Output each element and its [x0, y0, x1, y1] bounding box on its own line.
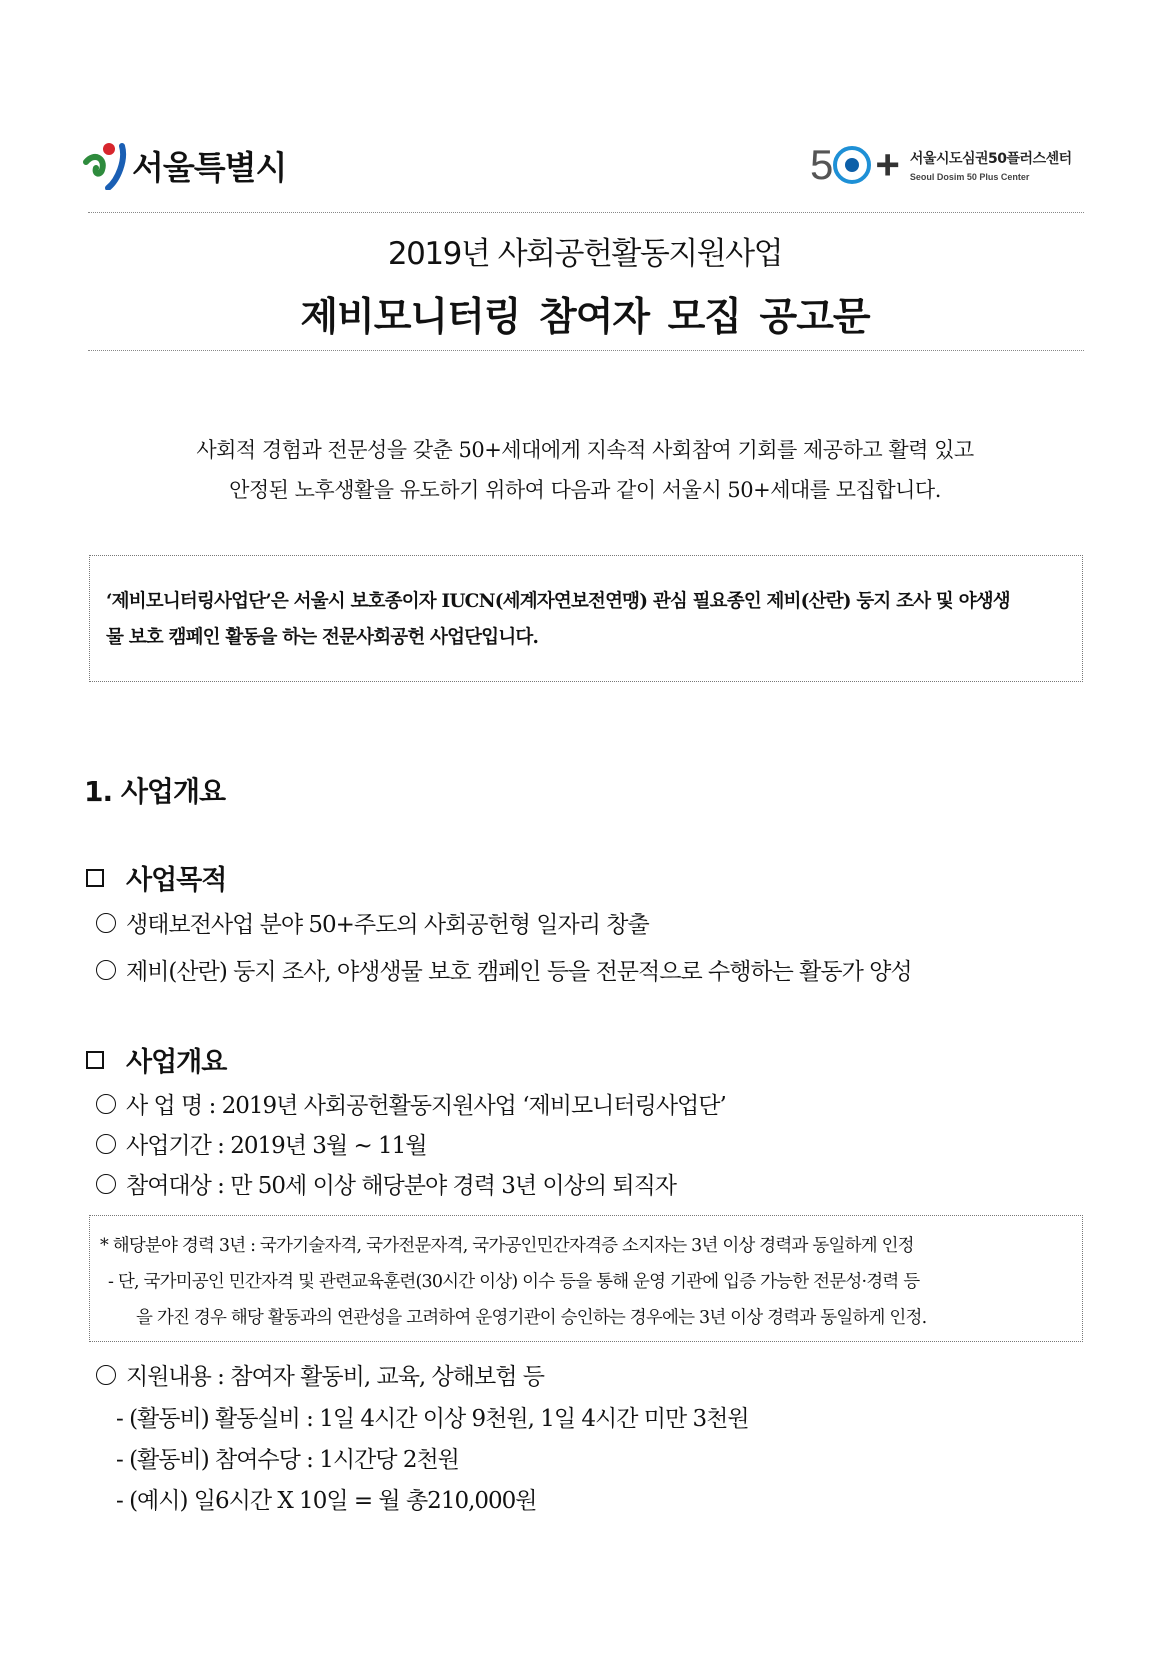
center-name-english: Seoul Dosim 50 Plus Center — [909, 172, 1030, 182]
note-line: - 단, 국가미공인 민간자격 및 관련교육훈련(30시간 이상) 이수 등을 통해 운영 기관에 입증 가능한 전문성·경력 등 — [108, 1272, 920, 1292]
fifty-plus-center-logo — [810, 140, 1072, 190]
list-item — [96, 1127, 427, 1160]
sub-item: - (활동비) 참여수당 : 1시간당 2천원 — [116, 1447, 459, 1473]
header-divider — [88, 212, 1084, 213]
note-line: 을 가진 경우 해당 활동과의 연관성을 고려하여 운영기관이 승인하는 경우에는 3년 이상 경력과 동일하게 인정. — [136, 1308, 927, 1328]
square-bullet-icon — [86, 1051, 104, 1069]
subsection-heading-purpose — [84, 858, 226, 897]
square-bullet-icon — [86, 869, 104, 887]
intro-paragraph — [0, 430, 1170, 510]
list-item-text: 사 업 명 : 2019년 사회공헌활동지원사업 ‘제비모니터링사업단’ — [126, 1093, 726, 1119]
sub-item: - (활동비) 활동실비 : 1일 4시간 이상 9천원, 1일 4시간 미만 3천원 — [116, 1406, 749, 1432]
subsection-label: 사업개요 — [126, 1047, 227, 1078]
description-line: ‘제비모니터링사업단’은 서울시 보호종이자 IUCN(세계자연보전연맹) 관심 필요종인 제비(산란) 둥지 조사 및 야생생 — [106, 591, 1010, 612]
circle-bullet-icon — [96, 1174, 116, 1194]
list-item-text: 생태보전사업 분야 50+주도의 사회공헌형 일자리 창출 — [126, 912, 649, 938]
list-item-text: 제비(산란) 둥지 조사, 야생생물 보호 캠페인 등을 전문적으로 수행하는 활동가 양성 — [126, 959, 912, 985]
center-name-korean: 서울시도심권50플러스센터 — [909, 151, 1072, 167]
subsection-heading-overview — [84, 1040, 226, 1079]
fifty-plus-mark-icon: 5 + — [810, 141, 898, 188]
subsection-label: 사업목적 — [126, 865, 227, 896]
eligibility-note-box — [89, 1215, 1083, 1342]
description-box — [89, 555, 1083, 682]
list-item — [96, 906, 649, 939]
list-item-text: 사업기간 : 2019년 3월 ~ 11월 — [126, 1133, 427, 1159]
seoul-logo — [82, 140, 286, 190]
list-item — [96, 953, 912, 986]
list-item — [96, 1167, 676, 1200]
document-title: 제비모니터링 참여자 모집 공고문 — [300, 295, 870, 340]
description-line: 물 보호 캠페인 활동을 하는 전문사회공헌 사업단입니다. — [106, 627, 539, 648]
list-item — [96, 1358, 544, 1391]
intro-line: 사회적 경험과 전문성을 갖춘 50+세대에게 지속적 사회참여 기회를 제공하고 활력 있고 — [196, 438, 974, 462]
circle-bullet-icon — [96, 1134, 116, 1154]
circle-bullet-icon — [96, 913, 116, 933]
section-heading: 1. 사업개요 — [84, 775, 226, 808]
circle-bullet-icon — [96, 1365, 116, 1385]
circle-bullet-icon — [96, 960, 116, 980]
list-item-text: 지원내용 : 참여자 활동비, 교육, 상해보험 등 — [126, 1364, 544, 1390]
sub-item: - (예시) 일6시간 X 10일 = 월 총210,000원 — [116, 1488, 537, 1514]
note-line: * 해당분야 경력 3년 : 국가기술자격, 국가전문자격, 국가공인민간자격증 소지자는 3년 이상 경력과 동일하게 인정 — [100, 1236, 914, 1256]
list-item-text: 참여대상 : 만 50세 이상 해당분야 경력 3년 이상의 퇴직자 — [126, 1173, 677, 1199]
seoul-emblem-icon — [82, 140, 128, 190]
title-divider — [88, 350, 1084, 351]
intro-line: 안정된 노후생활을 유도하기 위하여 다음과 같이 서울시 50+세대를 모집합니다. — [229, 478, 941, 502]
list-item — [96, 1087, 726, 1120]
circle-bullet-icon — [96, 1094, 116, 1114]
document-subtitle: 2019년 사회공헌활동지원사업 — [387, 236, 783, 272]
seoul-logo-text: 서울특별시 — [132, 147, 287, 187]
